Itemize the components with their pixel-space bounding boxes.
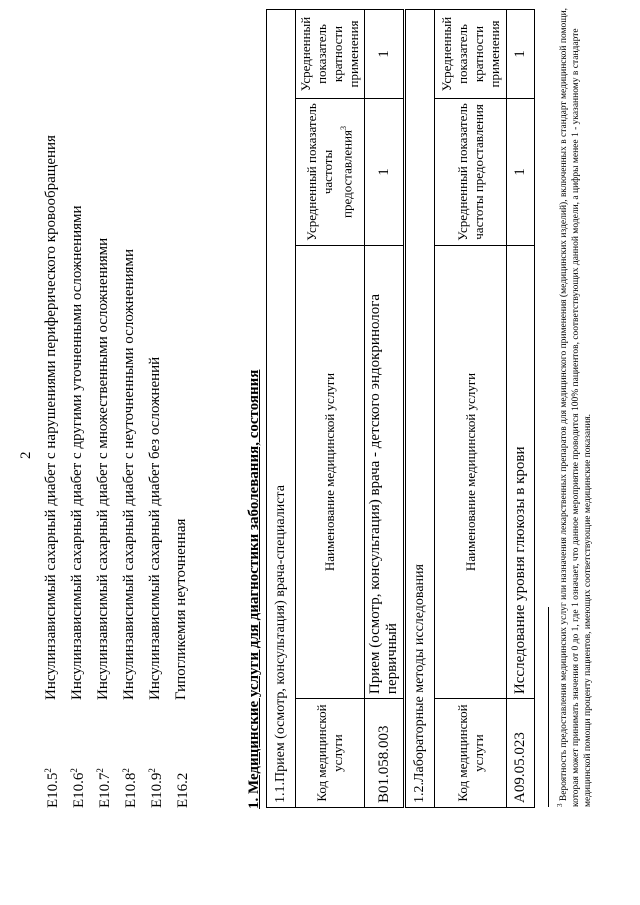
diagnosis-code: E10.8$^2$ [121, 768, 139, 808]
table-caption: 1.2.Лабораторные методы исследования [406, 10, 435, 808]
multiplicity-value: 1 [507, 10, 535, 99]
column-header-name: Наименование медицинской услуги [435, 245, 507, 698]
footnote-divider [548, 607, 549, 807]
diagnosis-row [69, 8, 91, 808]
column-header-frequency: Усредненный показатель частоты предоставления$^3$ [296, 99, 365, 246]
diagnosis-name: Инсулинзависимый сахарный диабет с другими уточненными осложнениями [69, 205, 85, 700]
service-code: A09.05.023 [507, 699, 535, 808]
service-name: Прием (осмотр, консультация) врача - детского эндокринолога первичный [365, 245, 404, 698]
diagnosis-name: Инсулинзависимый сахарный диабет без осложнений [147, 356, 163, 700]
frequency-value: 1 [365, 99, 404, 246]
diagnosis-name: Инсулинзависимый сахарный диабет с множественными осложнениями [95, 237, 111, 700]
diagnosis-code: E10.7$^2$ [95, 768, 113, 808]
page-number: 2 [18, 451, 34, 459]
column-header-frequency: Усредненный показатель частоты предоставления [435, 99, 507, 246]
diagnosis-code: E10.5$^2$ [43, 768, 61, 808]
column-header-multiplicity: Усредненный показатель кратности применения [296, 10, 365, 99]
section-title: 1. Медицинские услуги для диагностики заболевания, состояния [246, 369, 262, 809]
table-row [507, 10, 535, 808]
column-header-multiplicity: Усредненный показатель кратности применения [435, 10, 507, 99]
footnote-text: Вероятность предоставления медицинских услуг или назначения лекарственных препаратов для медицинского применения (медицинских изделий), включенных в стандарт медицинской помощи, которая может принимать значения от 0 до 1, где 1 означает, что данное мероприятие проводится 100% пациентов, соответствующих данной модели, а цифры менее 1 - указанному в стандарте медицинской помощи проценту пациентов, имеющих соответствующие медицинские показания. [559, 7, 594, 807]
table-row [365, 10, 404, 808]
diagnosis-code: E10.9$^2$ [147, 768, 165, 808]
diagnosis-name: Инсулинзависимый сахарный диабет с нарушениями периферического кровообращения [43, 135, 59, 700]
diagnosis-name: Инсулинзависимый сахарный диабет с неуточненными осложнениями [121, 249, 137, 700]
diagnosis-code: E16.2 [175, 772, 191, 808]
diagnosis-code: E10.6$^2$ [69, 768, 87, 808]
diagnosis-name: Гипогликемия неуточненная [173, 518, 189, 700]
footnote-marker: 3 [556, 803, 564, 807]
diagnosis-row [43, 8, 65, 808]
column-header-code: Код медицинской услуги [435, 699, 507, 808]
laboratory-table [405, 9, 535, 808]
diagnosis-row [121, 8, 143, 808]
diagnosis-row [173, 8, 195, 808]
table-caption: 1.1.Прием (осмотр, консультация) врача-специалиста [267, 10, 296, 808]
frequency-value: 1 [507, 99, 535, 246]
footnote [554, 7, 594, 807]
consultation-table [266, 9, 404, 808]
diagnosis-row [95, 8, 117, 808]
service-name: Исследование уровня глюкозы в крови [507, 245, 535, 698]
diagnosis-row [147, 8, 169, 808]
multiplicity-value: 1 [365, 10, 404, 99]
service-code: B01.058.003 [365, 699, 404, 808]
column-header-code: Код медицинской услуги [296, 699, 365, 808]
column-header-name: Наименование медицинской услуги [296, 245, 365, 698]
